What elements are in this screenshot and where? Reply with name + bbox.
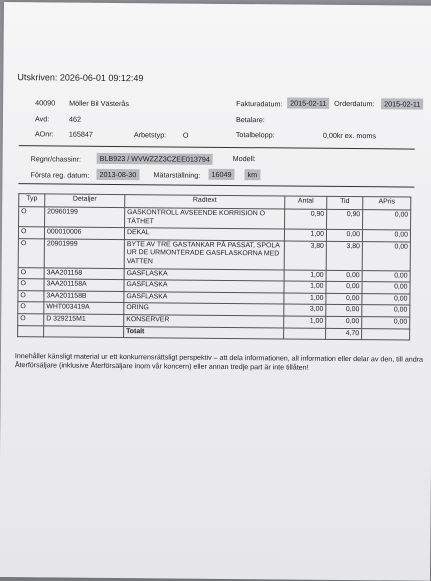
cell-detaljer: 20901999 [44, 239, 124, 268]
cell-typ: O [18, 290, 44, 302]
fakturadatum-value: 2015-02-11 [287, 97, 329, 108]
printed-value: 2026-06-01 09:12:49 [59, 72, 144, 84]
cell-detaljer: 3AA201158B [44, 291, 124, 303]
header-tid: Tid [327, 196, 363, 209]
matar-label: Mätarställning: [153, 170, 201, 180]
cell-tid: 0,00 [326, 316, 362, 328]
header-antal: Antal [285, 196, 327, 209]
modell-label: Modell: [232, 154, 256, 164]
cell-apris: 0,00 [362, 305, 410, 317]
customer-id: 40090 [35, 98, 56, 108]
cell-radtext: BYTE AV TRE GASTANKAR PÅ PASSAT, SPOLA UR DE URMONTERADE GASFLASKORNA MED VATTEN [124, 239, 284, 269]
cell-tid: 0,90 [327, 209, 363, 230]
cell-detaljer: WHT003419A [44, 302, 124, 314]
totalbelopp-value: 0,00kr ex. moms [322, 130, 377, 141]
aonr-label: AOnr: [34, 129, 54, 139]
cell-antal: 1,00 [284, 270, 326, 282]
header-detaljer: Detaljer [45, 194, 125, 208]
cell-radtext: GASFLASKA [124, 280, 284, 293]
betalare-label: Betalare: [235, 115, 265, 125]
cell-antal: 1,00 [284, 316, 326, 328]
cell-antal: 3,00 [284, 304, 326, 316]
cell-radtext: GASFLASKA [124, 291, 284, 304]
cell-antal: 1,00 [284, 229, 326, 241]
matar-unit: km [244, 169, 260, 180]
cell-radtext: DEKAL [124, 228, 284, 241]
cell-apris: 0,00 [363, 210, 411, 231]
customer-name: Möller Bil Västerås [69, 98, 130, 109]
regnr-value: BLB923 / WVWZZZ3CZEE013794 [97, 153, 213, 165]
cell-tid: 3,80 [326, 241, 362, 270]
cell-typ: O [18, 279, 44, 291]
arbetstyp-value: O [182, 130, 189, 140]
totalbelopp-label: Totalbelopp: [235, 130, 275, 140]
total-label: Totalt [124, 326, 284, 339]
cell-detaljer: 000010006 [44, 227, 124, 239]
table-total-row [18, 325, 410, 340]
disclaimer-text: Innehåller känsligt material ur ett konkurrensrättsligt perspektiv – att dela informationen, all information eller delar av den, till andra Återförsäljare (inklusive Återförsäljare inom vår koncern) eller annan tredje part är inte tillåten! [14, 352, 424, 372]
fakturadatum-label: Fakturadatum: [236, 99, 283, 109]
cell-tid: 0,00 [326, 281, 362, 293]
cell-detaljer: 20960199 [45, 207, 125, 228]
cell-antal: 0,90 [285, 209, 327, 230]
cell-radtext: ORING [124, 303, 284, 316]
avd-label: Avd: [34, 114, 50, 124]
total-tid: 4,70 [326, 328, 362, 340]
matar-value: 16049 [208, 169, 234, 180]
vehicle-top-rule [19, 145, 415, 149]
forsta-label: Första reg. datum: [30, 170, 90, 180]
cell-typ: O [18, 238, 44, 267]
cell-tid: 0,00 [326, 230, 362, 242]
cell-apris: 0,00 [362, 270, 410, 282]
cell-apris: 0,00 [362, 317, 410, 329]
cell-radtext: KONSERVER [124, 314, 284, 327]
cell-tid: 0,00 [326, 305, 362, 317]
cell-apris: 0,00 [362, 230, 410, 242]
printed-label: Utskriven: [17, 72, 58, 83]
header-typ: Typ [19, 194, 45, 207]
printed-line [17, 72, 143, 83]
cell-typ: O [18, 227, 44, 239]
cell-detaljer: 3AA201158 [44, 267, 124, 279]
cell-typ: O [19, 207, 45, 227]
cell-typ: O [18, 302, 44, 314]
cell-antal: 1,00 [284, 293, 326, 305]
cell-tid: 0,00 [326, 270, 362, 282]
cell-detaljer: D 329215M1 [44, 314, 124, 326]
orderdatum-label: Orderdatum: [334, 98, 375, 109]
cell-detaljer: 3AA201158A [44, 279, 124, 291]
cell-radtext: GASKONTROLL AVSEENDE KORRISION O TÄTHET [125, 208, 285, 230]
header-radtext: Radtext [125, 195, 285, 209]
cell-apris: 0,00 [362, 241, 410, 270]
cell-apris: 0,00 [362, 293, 410, 305]
cell-typ: O [18, 267, 44, 279]
cell-tid: 0,00 [326, 293, 362, 305]
header-apris: APris [363, 197, 411, 210]
cell-antal: 1,00 [284, 281, 326, 293]
cell-antal: 3,80 [284, 241, 326, 270]
forsta-value: 2013-08-30 [96, 169, 139, 180]
orderdatum-value: 2015-02-11 [381, 98, 423, 109]
items-table [17, 193, 411, 341]
document-sheet [0, 2, 431, 581]
avd-value: 462 [68, 114, 82, 124]
regnr-label: Regnr/chassinr: [30, 154, 82, 164]
cell-radtext: GASFLASKA [124, 268, 284, 281]
cell-apris: 0,00 [362, 282, 410, 294]
vehicle-bottom-rule [18, 183, 414, 187]
arbetstyp-label: Arbetstyp: [133, 130, 167, 140]
table-row [18, 238, 410, 270]
cell-typ: O [18, 314, 44, 326]
aonr-value: 165847 [68, 129, 93, 139]
